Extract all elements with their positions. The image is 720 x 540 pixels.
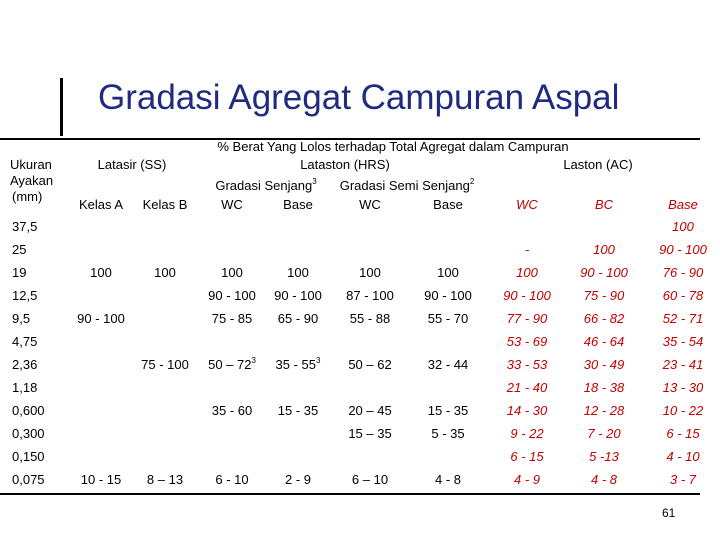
- table-cell: [507, 357, 547, 373]
- table-cell: [215, 472, 248, 488]
- cell-value: 18 - 38: [583, 380, 625, 395]
- sieve-size: 4,75: [12, 334, 38, 349]
- header-wc-hrs-semi: WC: [359, 197, 381, 212]
- table-cell: [348, 403, 391, 419]
- cell-value: 20 – 45: [348, 403, 392, 418]
- header-ukuran-1: Ukuran: [10, 157, 52, 172]
- header-kelas-b: Kelas B: [142, 197, 188, 212]
- page-number: 61: [662, 506, 676, 520]
- cell-value: 15 – 35: [348, 426, 392, 441]
- header-bc-ac: BC: [594, 197, 614, 212]
- cell-value: 76 - 90: [662, 265, 704, 280]
- cell-value: 23 - 41: [662, 357, 704, 372]
- table-cell: [666, 449, 699, 465]
- table-cell: [154, 265, 176, 281]
- table-cell: [424, 288, 472, 304]
- table-cell: [584, 311, 624, 327]
- cell-value: 100: [593, 242, 615, 257]
- table-cell: [221, 265, 243, 281]
- cell-value: 75 - 85: [211, 311, 253, 326]
- cell-value: 5 -13: [589, 449, 619, 464]
- cell-value: 6 - 10: [215, 472, 249, 487]
- cell-value: 6 - 15: [510, 449, 544, 464]
- header-kelas-a: Kelas A: [78, 197, 124, 212]
- table-cell: [663, 403, 703, 419]
- table-cell: [212, 403, 252, 419]
- table-cell: [663, 265, 703, 281]
- cell-value: -: [524, 242, 530, 257]
- table-cell: [428, 403, 468, 419]
- cell-value: 14 - 30: [506, 403, 548, 418]
- cell-value: 6 – 10: [351, 472, 389, 487]
- table-cell: [510, 426, 543, 442]
- cell-value: 100: [516, 265, 538, 280]
- table-cell: [593, 242, 615, 258]
- table-cell: [90, 265, 112, 281]
- cell-value: 35 - 55: [275, 357, 317, 372]
- table-cell: [352, 472, 388, 488]
- sieve-size: 1,18: [12, 380, 38, 395]
- cell-value: 100: [359, 265, 381, 280]
- table-cell: [580, 265, 628, 281]
- table-cell: [525, 242, 529, 258]
- cell-value: 75 - 90: [583, 288, 625, 303]
- header-base-ac: Base: [668, 197, 698, 212]
- table-cell: [672, 219, 694, 235]
- cell-value: 46 - 64: [583, 334, 625, 349]
- table-cell: [359, 265, 381, 281]
- table-cell: [208, 288, 256, 304]
- cell-value: 15 - 35: [277, 403, 319, 418]
- table-cell: [663, 357, 703, 373]
- sieve-size: 2,36: [12, 357, 38, 372]
- cell-value: 90 - 100: [659, 242, 707, 257]
- cell-value: 4 - 8: [590, 472, 618, 487]
- cell-value: 10 - 15: [80, 472, 122, 487]
- sieve-size: 9,5: [12, 311, 31, 326]
- sieve-size: 25: [12, 242, 27, 257]
- table-cell: [663, 380, 703, 396]
- table-cell: [584, 380, 624, 396]
- table-cell: [670, 472, 696, 488]
- table-cell: [285, 472, 311, 488]
- table-cell: [212, 311, 252, 327]
- sieve-size: 0,300: [12, 426, 45, 441]
- cell-value: 100: [437, 265, 459, 280]
- sieve-size: 0,150: [12, 449, 45, 464]
- header-lataston: Lataston (HRS): [300, 157, 390, 172]
- cell-value: 3 - 7: [669, 472, 697, 487]
- table-cell: [350, 311, 390, 327]
- cell-value: 53 - 69: [506, 334, 548, 349]
- cell-value: 4 - 10: [666, 449, 700, 464]
- cell-value: 8 – 13: [146, 472, 184, 487]
- cell-value: 50 – 62: [348, 357, 392, 372]
- cell-value: 100: [154, 265, 176, 280]
- table-cell: [147, 472, 183, 488]
- table-cell: [507, 311, 547, 327]
- cell-value: 60 - 78: [662, 288, 704, 303]
- table-cell: [663, 334, 703, 350]
- header-base-hrs-gap: Base: [283, 197, 313, 212]
- table-cell: [274, 288, 322, 304]
- table-cell: [584, 288, 624, 304]
- cell-value: 55 - 70: [427, 311, 469, 326]
- cell-value: 90 - 100: [503, 288, 551, 303]
- table-cell: [348, 357, 391, 373]
- cell-value: 100: [672, 219, 694, 234]
- table-cell: [141, 357, 189, 373]
- table-cell: [77, 311, 125, 327]
- cell-value: 2 - 9: [284, 472, 312, 487]
- header-ukuran-2: Ayakan: [10, 173, 54, 188]
- header-wc-ac: WC: [516, 197, 538, 212]
- table-cell: [435, 472, 461, 488]
- cell-value: 50 – 72: [208, 357, 252, 372]
- table-cell: [584, 334, 624, 350]
- table-cell: [428, 357, 468, 373]
- table-cell: [208, 357, 256, 373]
- table-cell: [663, 288, 703, 304]
- cell-value: 77 - 90: [506, 311, 548, 326]
- table-cell: [437, 265, 459, 281]
- table-cell: [428, 311, 468, 327]
- table-cell: [584, 357, 624, 373]
- cell-value: 75 - 100: [141, 357, 189, 372]
- table-cell: [431, 426, 464, 442]
- cell-value: 90 - 100: [208, 288, 256, 303]
- cell-value: 100: [90, 265, 112, 280]
- cell-value: 32 - 44: [427, 357, 469, 372]
- cell-value: 30 - 49: [583, 357, 625, 372]
- cell-value: 13 - 30: [662, 380, 704, 395]
- sieve-size: 12,5: [12, 288, 38, 303]
- cell-value: 6 - 15: [666, 426, 700, 441]
- cell-value: 35 - 60: [211, 403, 253, 418]
- cell-value: 12 - 28: [583, 403, 625, 418]
- table-cell: [507, 403, 547, 419]
- table-cell: [346, 288, 394, 304]
- table-cell: [663, 311, 703, 327]
- cell-value: 90 - 100: [274, 288, 322, 303]
- cell-value: 100: [287, 265, 309, 280]
- header-laston: Laston (AC): [563, 157, 633, 172]
- table-cell: [278, 403, 318, 419]
- table-cell: [287, 265, 309, 281]
- cell-value: 15 - 35: [427, 403, 469, 418]
- header-base-hrs-semi: Base: [433, 197, 463, 212]
- table-cell: [278, 311, 318, 327]
- table-cell: [584, 403, 624, 419]
- table-cell: [514, 472, 540, 488]
- cell-value: 7 - 20: [587, 426, 621, 441]
- cell-value: 90 - 100: [580, 265, 628, 280]
- header-latasir: Latasir (SS): [97, 157, 167, 172]
- cell-value: 21 - 40: [506, 380, 548, 395]
- header-gradasi-semi-senjang: Gradasi Semi Senjang$^2$: [339, 177, 475, 193]
- cell-value: 5 - 35: [431, 426, 465, 441]
- header-gradasi-senjang: Gradasi Senjang$^3$: [215, 177, 317, 193]
- cell-footnote: 3: [316, 356, 321, 365]
- sieve-size: 0,600: [12, 403, 45, 418]
- title-bar: [60, 78, 63, 136]
- cell-value: 33 - 53: [506, 357, 548, 372]
- header-ukuran-3: (mm): [12, 189, 43, 204]
- table-cell: [510, 449, 543, 465]
- header-wc-hrs-gap: WC: [221, 197, 243, 212]
- table-cell: [81, 472, 121, 488]
- sieve-size: 37,5: [12, 219, 38, 234]
- table-cell: [659, 242, 707, 258]
- table-cell: [276, 357, 321, 373]
- table-cell: [589, 449, 619, 465]
- cell-value: 90 - 100: [424, 288, 472, 303]
- table-cell: [591, 472, 617, 488]
- table-bottom-border: [0, 493, 700, 495]
- cell-footnote: 3: [251, 356, 256, 365]
- cell-value: 4 - 9: [513, 472, 541, 487]
- cell-value: 9 - 22: [510, 426, 544, 441]
- cell-value: 35 - 54: [662, 334, 704, 349]
- cell-value: 52 - 71: [662, 311, 704, 326]
- table-cell: [587, 426, 620, 442]
- cell-value: 90 - 100: [77, 311, 125, 326]
- sieve-size: 0,075: [12, 472, 45, 487]
- table-cell: [507, 334, 547, 350]
- cell-value: 4 - 8: [434, 472, 462, 487]
- cell-value: 10 - 22: [662, 403, 704, 418]
- table-cell: [516, 265, 538, 281]
- cell-value: 55 - 88: [349, 311, 391, 326]
- header-main: % Berat Yang Lolos terhadap Total Agregat dalam Campuran: [217, 139, 569, 154]
- table-cell: [503, 288, 551, 304]
- page-title: Gradasi Agregat Campuran Aspal: [98, 78, 620, 117]
- sieve-size: 19: [12, 265, 27, 280]
- table-cell: [348, 426, 391, 442]
- cell-value: 100: [221, 265, 243, 280]
- table-cell: [507, 380, 547, 396]
- cell-value: 87 - 100: [346, 288, 394, 303]
- table-cell: [666, 426, 699, 442]
- cell-value: 66 - 82: [583, 311, 625, 326]
- cell-value: 65 - 90: [277, 311, 319, 326]
